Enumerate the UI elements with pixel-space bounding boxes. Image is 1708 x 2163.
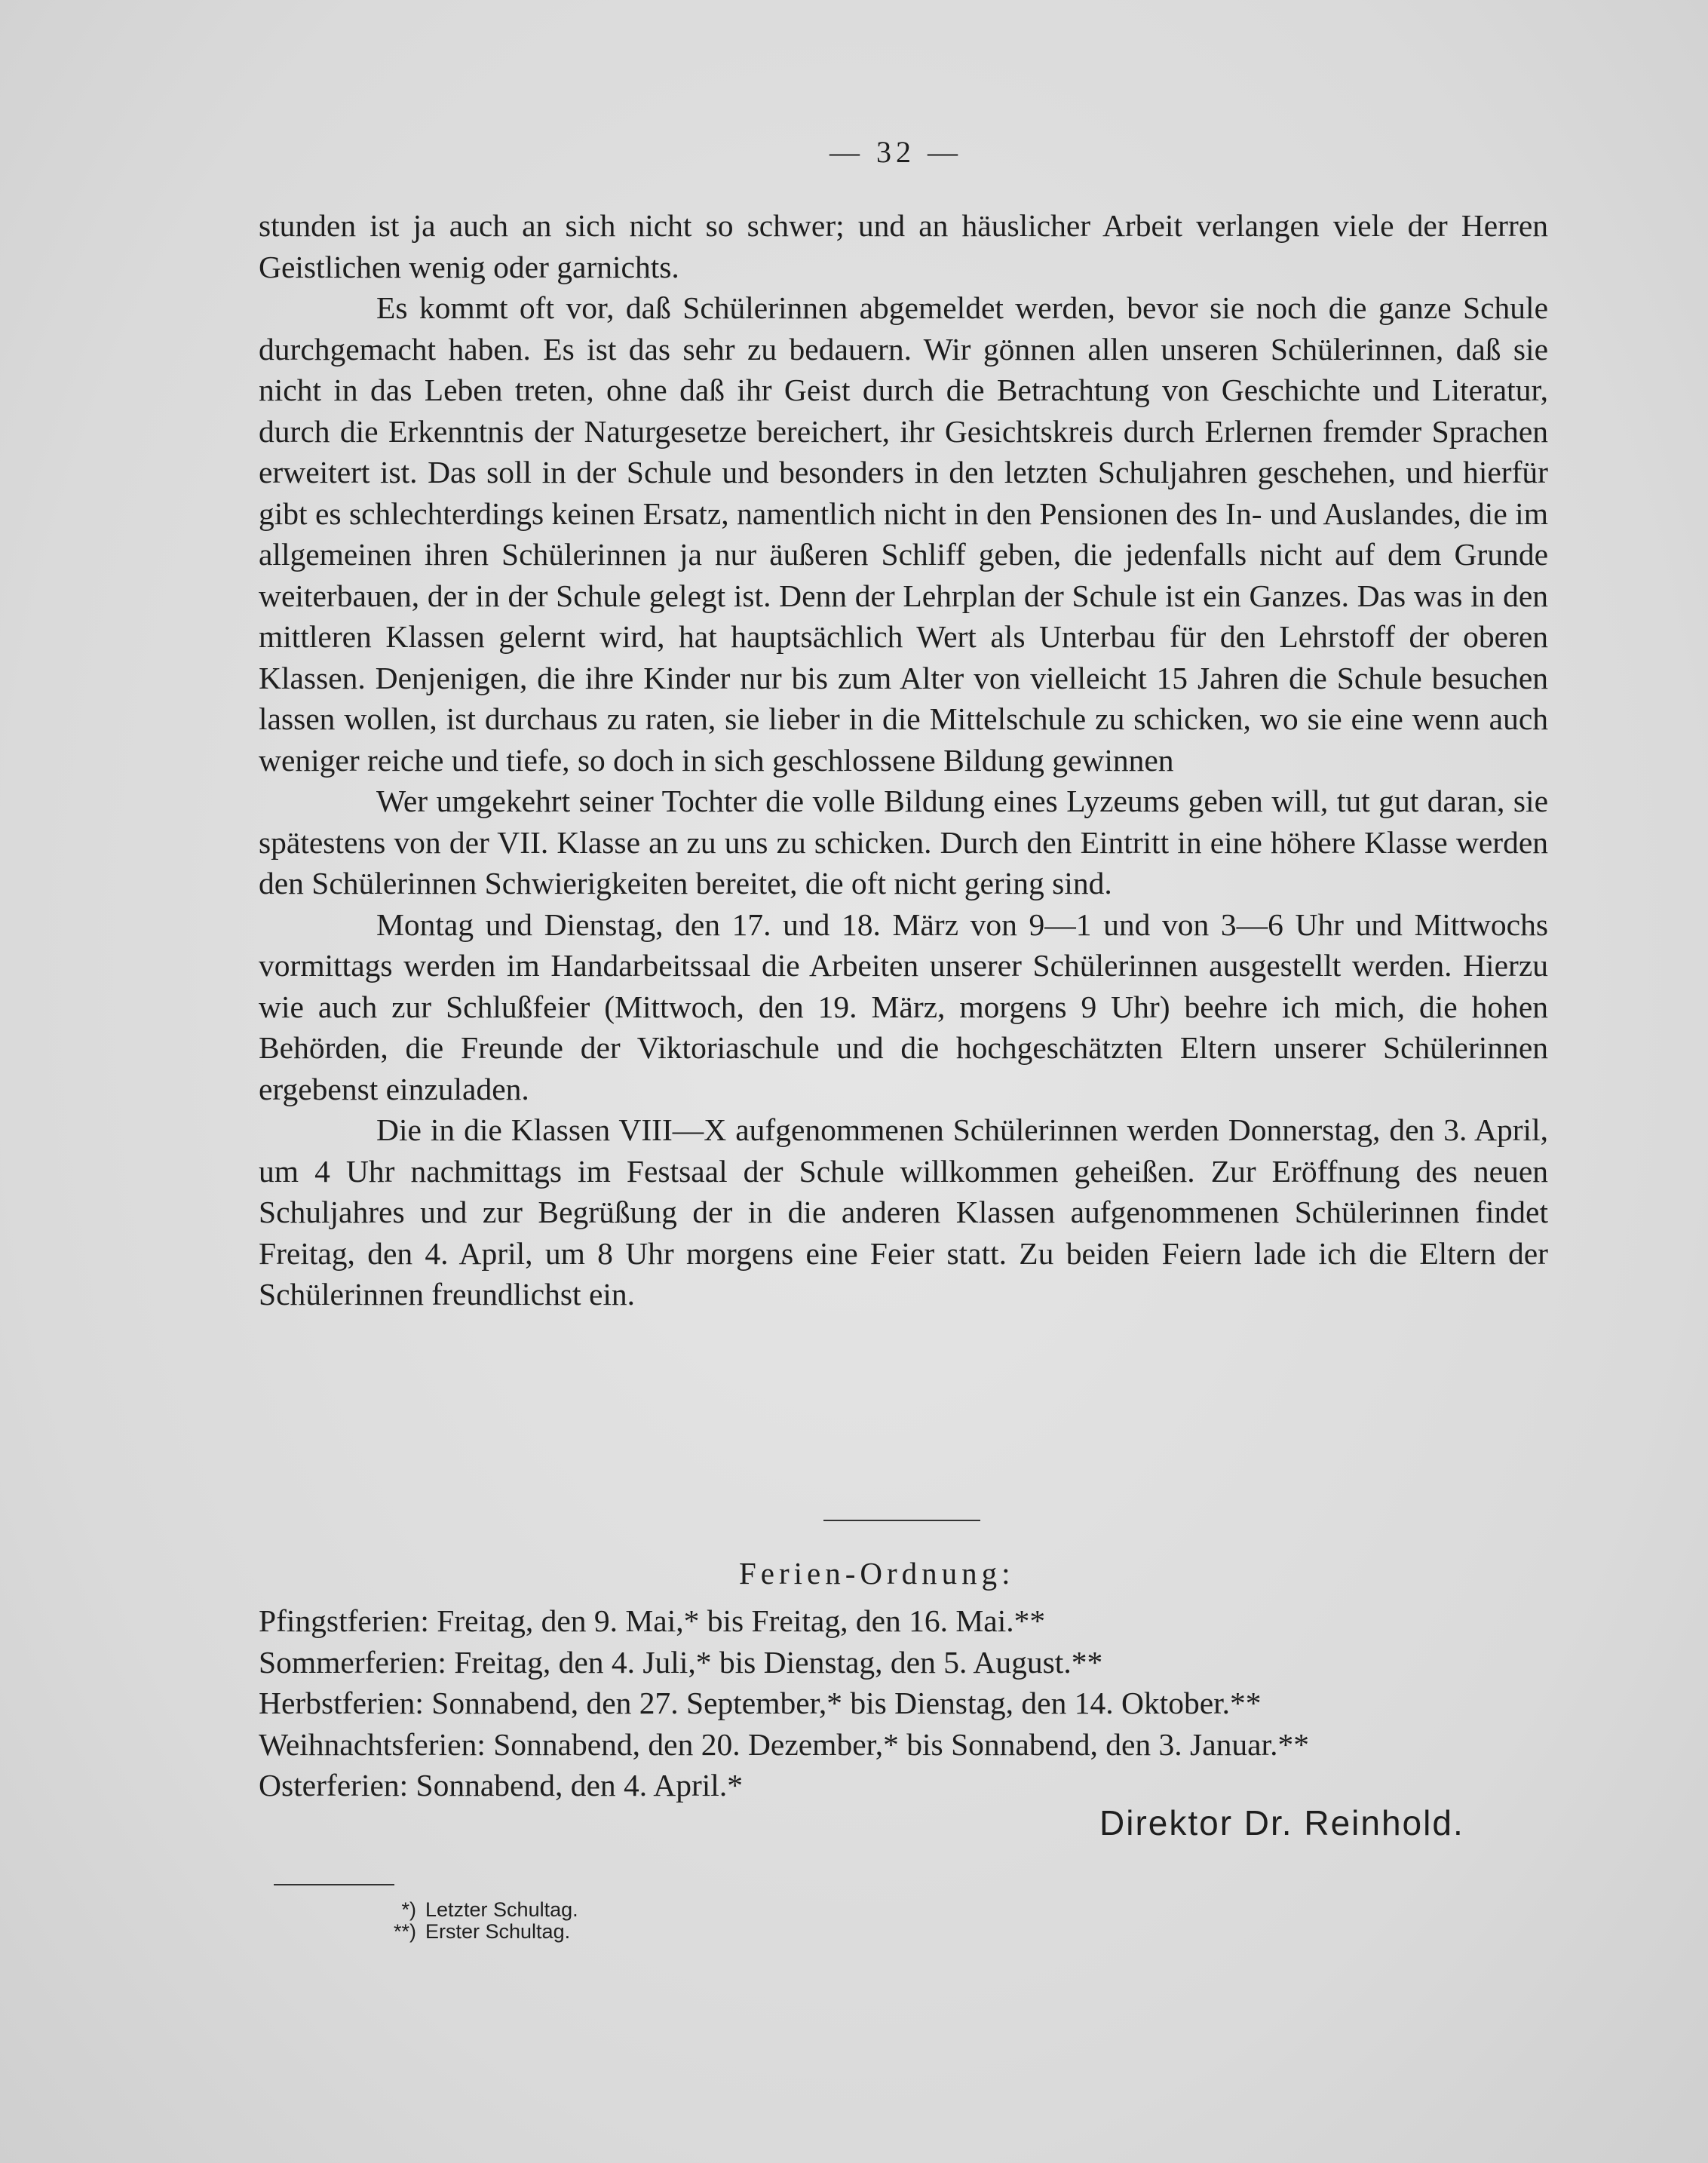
body-text bbox=[259, 205, 1548, 1315]
paragraph: Montag und Dienstag, den 17. und 18. März von 9—1 und von 3—6 Uhr und Mittwochs vormittags werden im Handarbeitssaal die Arbeiten unserer Schülerinnen ausgestellt werden. Hierzu wie auch zur Schlußfeier (Mittwoch, den 19. März, morgens 9 Uhr) beehre ich mich, die hohen Behörden, die Freunde der Viktoriaschule und die hochgeschätzten Eltern unserer Schülerinnen ergebenst einzuladen. bbox=[259, 907, 1548, 1106]
footnotes bbox=[370, 1899, 822, 1943]
signature: Direktor Dr. Reinhold. bbox=[1099, 1803, 1464, 1842]
ferien-row: Osterferien: Sonnabend, den 4. April.* bbox=[259, 1768, 743, 1802]
paragraph: Es kommt oft vor, daß Schülerinnen abgemeldet werden, bevor sie noch die ganze Schule durchgemacht haben. Es ist das sehr zu bedauern. Wir gönnen allen unseren Schülerinnen, daß sie nicht in das Leben treten, ohne daß ihr Geist durch die Betrachtung von Geschichte und Literatur, durch die Erkenntnis der Naturgesetze bereichert, ihr Gesichtskreis durch Erlernen fremder Sprachen erweitert ist. Das soll in der Schule und besonders in den letzten Schuljahren geschehen, und hierfür gibt es schlechterdings keinen Ersatz, namentlich nicht in den Pensionen des In- und Auslandes, die im allgemeinen ihren Schülerinnen ja nur äußeren Schliff geben, die jedenfalls nicht auf dem Grunde weiterbauen, der in der Schule gelegt ist. Denn der Lehrplan der Schule ist ein Ganzes. Das was in den mittleren Klassen gelernt wird, hat hauptsächlich Wert als Unterbau für den Lehrstoff der oberen Klassen. Denjenigen, die ihre Kinder nur bis zum Alter von vielleicht 15 Jahren die Schule besuchen lassen wollen, ist durchaus zu raten, sie lieber in die Mittelschule zu schicken, wo sie eine wenn auch weniger reiche und tiefe, so doch in sich geschlossene Bildung gewinnen bbox=[259, 290, 1548, 778]
ferien-list bbox=[259, 1600, 1578, 1806]
footnote bbox=[370, 1899, 822, 1921]
page-number: — 32 — bbox=[829, 135, 962, 169]
footnote-rule bbox=[274, 1884, 394, 1885]
ferien-row: Herbstferien: Sonnabend, den 27. September,* bis Dienstag, den 14. Oktober.** bbox=[259, 1686, 1262, 1720]
ferien-row: Pfingstferien: Freitag, den 9. Mai,* bis Freitag, den 16. Mai.** bbox=[259, 1603, 1046, 1638]
footnote bbox=[370, 1921, 822, 1943]
ferien-row: Weihnachtsferien: Sonnabend, den 20. Dezember,* bis Sonnabend, den 3. Januar.** bbox=[259, 1726, 1309, 1762]
footnote-mark: **) bbox=[393, 1920, 416, 1943]
ferien-heading: Ferien-Ordnung: bbox=[739, 1556, 1015, 1591]
ferien-row: Sommerferien: Freitag, den 4. Juli,* bis Dienstag, den 5. August.** bbox=[259, 1644, 1103, 1680]
paragraph: Wer umgekehrt seiner Tochter die volle Bildung eines Lyzeums geben will, tut gut daran, sie spätestens von der VII. Klasse an zu uns zu schicken. Durch den Eintritt in eine höhere Klasse werden den Schülerinnen Schwierigkeiten bereitet, die oft nicht gering sind. bbox=[259, 784, 1548, 900]
paragraph: stunden ist ja auch an sich nicht so schwer; und an häuslicher Arbeit verlangen viele der Herren Geistlichen wenig oder garnichts. bbox=[259, 208, 1548, 284]
section-divider bbox=[823, 1520, 980, 1521]
footnote-text: Letzter Schultag. bbox=[425, 1898, 578, 1921]
footnote-mark: *) bbox=[401, 1898, 416, 1921]
footnote-text: Erster Schultag. bbox=[425, 1920, 571, 1943]
paragraph: Die in die Klassen VIII—X aufgenommenen Schülerinnen werden Donnerstag, den 3. April, um 4 Uhr nachmittags im Festsaal der Schule willkommen geheißen. Zur Eröffnung des neuen Schuljahres und zur Begrüßung der in die anderen Klassen aufgenommenen Schülerinnen findet Freitag, den 4. April, um 8 Uhr morgens eine Feier statt. Zu beiden Feiern lade ich die Eltern der Schülerinnen freundlichst ein. bbox=[259, 1112, 1548, 1312]
